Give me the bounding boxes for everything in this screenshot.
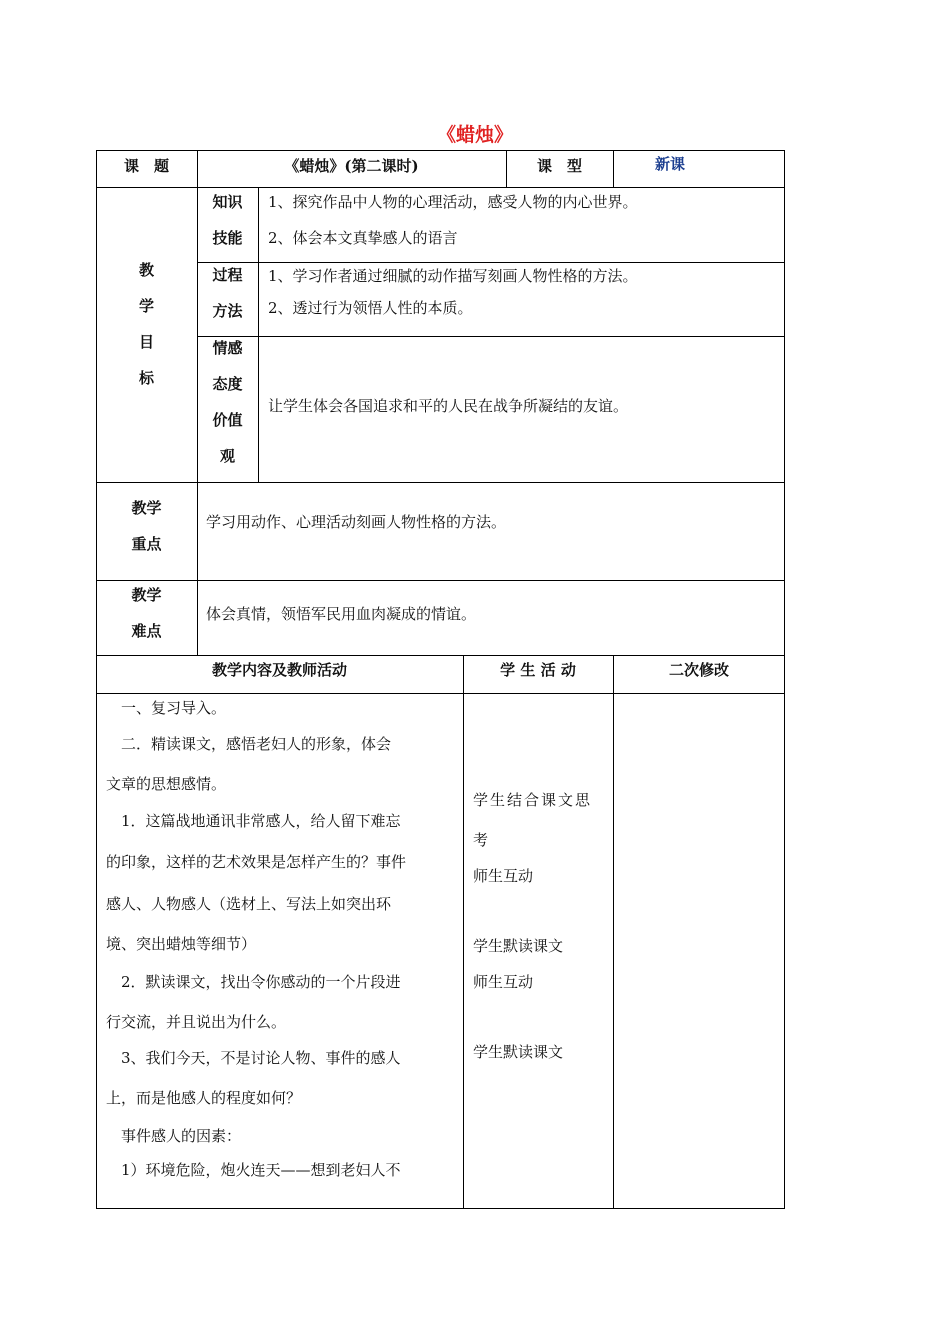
teacher-line: 2．默读课文，找出令你感动的一个片段进 xyxy=(106,973,401,991)
revision-header: 二次修改 xyxy=(668,661,729,679)
type-value: 新课 xyxy=(655,155,686,173)
teacher-line: 1．这篇战地通讯非常感人，给人留下难忘 xyxy=(106,812,401,830)
row-divider xyxy=(96,580,785,581)
objectives-label: 教 学 目 标 xyxy=(138,261,154,387)
teacher-line: 感人、人物感人（选材上、写法上如突出环 xyxy=(106,895,392,913)
key-point-label: 教学 重点 xyxy=(131,499,162,553)
document-title: 《蜡烛》 xyxy=(436,124,513,146)
teacher-line: 二．精读课文，感悟老妇人的形象，体会 xyxy=(106,735,392,753)
emotion-text: 让学生体会各国追求和平的人民在战争所凝结的友谊。 xyxy=(268,397,629,415)
row-divider xyxy=(96,693,785,694)
row-divider xyxy=(197,262,785,263)
col-divider xyxy=(613,655,614,1209)
student-line: 考 xyxy=(473,831,489,849)
key-point-text: 学习用动作、心理活动刻画人物性格的方法。 xyxy=(206,513,507,531)
knowledge-item: 1、探究作品中人物的心理活动，感受人物的内心世界。 xyxy=(268,193,638,211)
knowledge-item: 2、体会本文真挚感人的语言 xyxy=(268,229,458,247)
student-line: 师生互动 xyxy=(473,973,534,991)
teacher-line: 一、复习导入。 xyxy=(106,699,227,717)
col-divider xyxy=(463,655,464,1209)
process-label: 过程 方法 xyxy=(212,266,243,320)
teacher-line: 3、我们今天，不是讨论人物、事件的感人 xyxy=(106,1049,401,1067)
teacher-line: 上，而是他感人的程度如何？ xyxy=(106,1089,302,1107)
teacher-line: 文章的思想感情。 xyxy=(106,775,227,793)
teacher-line: 1）环境危险，炮火连天——想到老妇人不 xyxy=(106,1161,401,1179)
difficulty-text: 体会真情，领悟军民用血肉凝成的情谊。 xyxy=(206,605,477,623)
teacher-line: 行交流，并且说出为什么。 xyxy=(106,1013,287,1031)
col-divider xyxy=(258,187,259,482)
teacher-line: 的印象，这样的艺术效果是怎样产生的？事件 xyxy=(106,853,407,871)
student-line: 学生结合课文思 xyxy=(473,791,593,809)
emotion-label: 情感 态度 价值 观 xyxy=(212,339,243,465)
student-line: 学生默读课文 xyxy=(473,937,564,955)
row-divider xyxy=(197,336,785,337)
col-divider xyxy=(613,150,614,187)
teacher-line: 事件感人的因素： xyxy=(106,1127,242,1145)
process-item: 1、学习作者通过细腻的动作描写刻画人物性格的方法。 xyxy=(268,267,638,285)
row-divider xyxy=(96,482,785,483)
teacher-line: 境、突出蜡烛等细节） xyxy=(106,935,257,953)
type-label: 课 型 xyxy=(536,157,582,175)
student-line: 师生互动 xyxy=(473,867,534,885)
difficulty-label: 教学 难点 xyxy=(131,586,162,640)
student-line: 学生默读课文 xyxy=(473,1043,564,1061)
teacher-activity-header: 教学内容及教师活动 xyxy=(211,661,347,679)
student-activity-header: 学 生 活 动 xyxy=(500,661,576,679)
knowledge-label: 知识 技能 xyxy=(212,193,243,247)
process-item: 2、透过行为领悟人性的本质。 xyxy=(268,299,473,317)
topic-value: 《蜡烛》(第二课时) xyxy=(284,157,419,175)
topic-label: 课 题 xyxy=(123,157,169,175)
row-divider xyxy=(96,655,785,656)
